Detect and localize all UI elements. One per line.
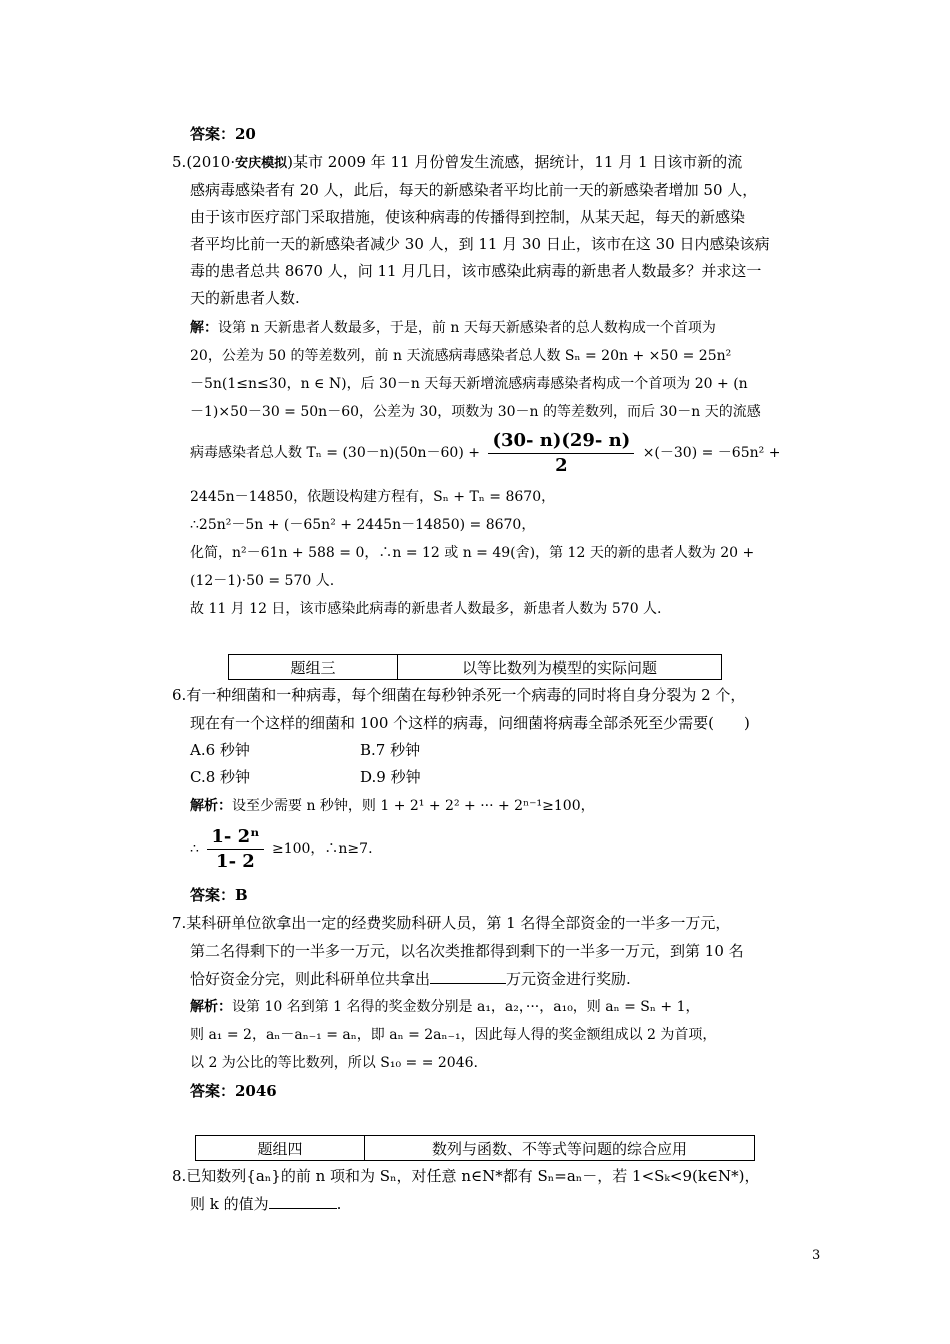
question-text: 则 k 的值为: [190, 1195, 269, 1213]
problem-5-line-1: [172, 152, 742, 174]
solution-text: 设第 10 名到第 1 名得的奖金数分别是 a₁，a₂，···，a₁₀，则 aₙ = Sₙ + 1，: [232, 999, 700, 1015]
problem-5-line-2: 感病毒感染者有 20 人，此后，每天的新感染者平均比前一天的新感染者增加 50 人，: [190, 181, 758, 199]
solution-5-line-3: －5n(1≤n≤30，n ∈ N)，后 30－n 天每天新增流感病毒感染者构成一个首项为 20 + (n: [190, 376, 748, 392]
analysis-label: 解析：: [190, 798, 232, 814]
answer-7: 答案：2046: [190, 1082, 277, 1100]
solution-text: 病毒感染者总人数 Tₙ = (30－n)(50n－60) +: [190, 445, 480, 461]
solution-7-line-3: 以 2 为公比的等比数列，所以 S₁₀ = = 2046.: [190, 1055, 478, 1071]
fraction-denominator: 1- 2: [216, 850, 255, 872]
answer-blank: [430, 983, 506, 984]
problem-5-line-6: 天的新患者人数.: [190, 289, 300, 307]
question-text: 万元资金进行奖励.: [506, 970, 631, 988]
fraction-denominator: 2: [555, 454, 568, 476]
problem-7-line-3: [190, 969, 631, 989]
analysis-label: 解析：: [190, 999, 232, 1015]
fraction: [207, 825, 263, 874]
solution-6-line-1: [190, 796, 595, 816]
source-close: ): [287, 153, 293, 171]
solution-5-line-4: －1)×50－30 = 50n－60，公差为 30，项数为 30－n 的等差数列，而后 30－n 天的流感: [190, 404, 761, 420]
solution-5-line-8: 化简，n²－61n + 588 = 0，∴n = 12 或 n = 49(舍)，第 12 天的新的患者人数为 20 +: [190, 545, 755, 561]
answer-blank: [269, 1208, 337, 1209]
problem-8-line-1: 8.已知数列{aₙ}的前 n 项和为 Sₙ，对任意 n∈N*都有 Sₙ=aₙ－，若 1<Sₖ<9(k∈N*)，: [172, 1167, 760, 1185]
answer-line: 答案：20: [190, 125, 256, 143]
page-number: 3: [812, 1248, 821, 1263]
solution-text: 设第 n 天新患者人数最多，于是，前 n 天每天新感染者的总人数构成一个首项为: [218, 320, 716, 336]
answer-paren: ): [744, 714, 750, 732]
solution-7-line-2: 则 a₁ = 2，aₙ－aₙ₋₁ = aₙ，即 aₙ = 2aₙ₋₁，因此每人得的奖金额组成以 2 为首项，: [190, 1027, 717, 1043]
source-tag: 安庆模拟: [235, 156, 288, 171]
option-c: C.8 秒钟: [190, 768, 251, 786]
problem-7-line-2: 第二名得剩下的一半多一万元，以名次类推都得到剩下的一半多一万元，到第 10 名: [190, 942, 744, 960]
solution-5-line-2: 20，公差为 50 的等差数列，前 n 天流感病毒感染者总人数 Sₙ = 20n + ×50 = 25n²: [190, 348, 732, 364]
group-title: 以等比数列为模型的实际问题: [398, 655, 722, 680]
option-a: A.6 秒钟: [190, 741, 250, 759]
solution-5-line-6: 2445n－14850，依题设构建方程有，Sₙ + Tₙ = 8670，: [190, 489, 556, 505]
group-label: 题组三: [229, 655, 398, 680]
solution-5-line-10: 故 11 月 12 日，该市感染此病毒的新患者人数最多，新患者人数为 570 人.: [190, 601, 662, 617]
answer-6: 答案：B: [190, 886, 248, 904]
source-open: (2010·: [186, 153, 236, 171]
group-4-header: [195, 1135, 755, 1161]
fraction: [488, 429, 634, 478]
problem-5-line-3: 由于该市医疗部门采取措施，使该种病毒的传播得到控制，从某天起，每天的新感染: [190, 208, 746, 226]
question-text: 恰好资金分完，则此科研单位共拿出: [190, 970, 431, 988]
group-title: 数列与函数、不等式等问题的综合应用: [365, 1136, 755, 1161]
option-d: D.9 秒钟: [360, 768, 421, 786]
problem-6-line-1: 6.有一种细菌和一种病毒，每个细菌在每秒钟杀死一个病毒的同时将自身分裂为 2 个，: [172, 686, 746, 704]
group-3-header: [228, 654, 722, 680]
solution-5-line-7: ∴25n²－5n + (－65n² + 2445n－14850) = 8670，: [190, 517, 536, 533]
solution-text: ×(－30) = －65n² +: [642, 445, 781, 461]
problem-5-line-5: 毒的患者总共 8670 人，问 11 月几日，该市感染此病毒的新患者人数最多？并求这一: [190, 262, 762, 280]
solution-7-line-1: [190, 997, 699, 1017]
question-text: 现在有一个这样的细菌和 100 个这样的病毒，问细菌将病毒全部杀死至少需要(: [190, 714, 715, 732]
question-text: 某市 2009 年 11 月份曾发生流感，据统计，11 月 1 日该市新的流: [292, 153, 743, 171]
group-label: 题组四: [196, 1136, 365, 1161]
solution-5-line-5: [190, 428, 780, 478]
problem-6-line-2: [190, 713, 750, 733]
solution-label: 解：: [190, 320, 218, 336]
problem-7-line-1: 7.某科研单位欲拿出一定的经费奖励科研人员，第 1 名得全部资金的一半多一万元，: [172, 914, 731, 932]
problem-number: 5.: [172, 153, 187, 171]
fraction-numerator: 1- 2ⁿ: [207, 825, 263, 850]
fraction-numerator: (30- n)(29- n): [488, 429, 634, 454]
problem-8-line-2: [190, 1194, 341, 1214]
solution-5-line-9: (12－1)·50 = 570 人.: [190, 573, 335, 589]
solution-text: 设至少需要 n 秒钟，则 1 + 2¹ + 2² + ··· + 2ⁿ⁻¹≥100，: [232, 798, 595, 814]
solution-6-line-2: [190, 824, 373, 874]
problem-5-line-4: 者平均比前一天的新感染者减少 30 人，到 11 月 30 日止，该市在这 30 日内感染该病: [190, 235, 770, 253]
option-b: B.7 秒钟: [360, 741, 421, 759]
therefore-symbol: ∴: [190, 841, 199, 857]
question-text: .: [336, 1195, 342, 1213]
solution-5-line-1: [190, 318, 716, 338]
solution-text: ≥100，∴n≥7.: [271, 841, 373, 857]
